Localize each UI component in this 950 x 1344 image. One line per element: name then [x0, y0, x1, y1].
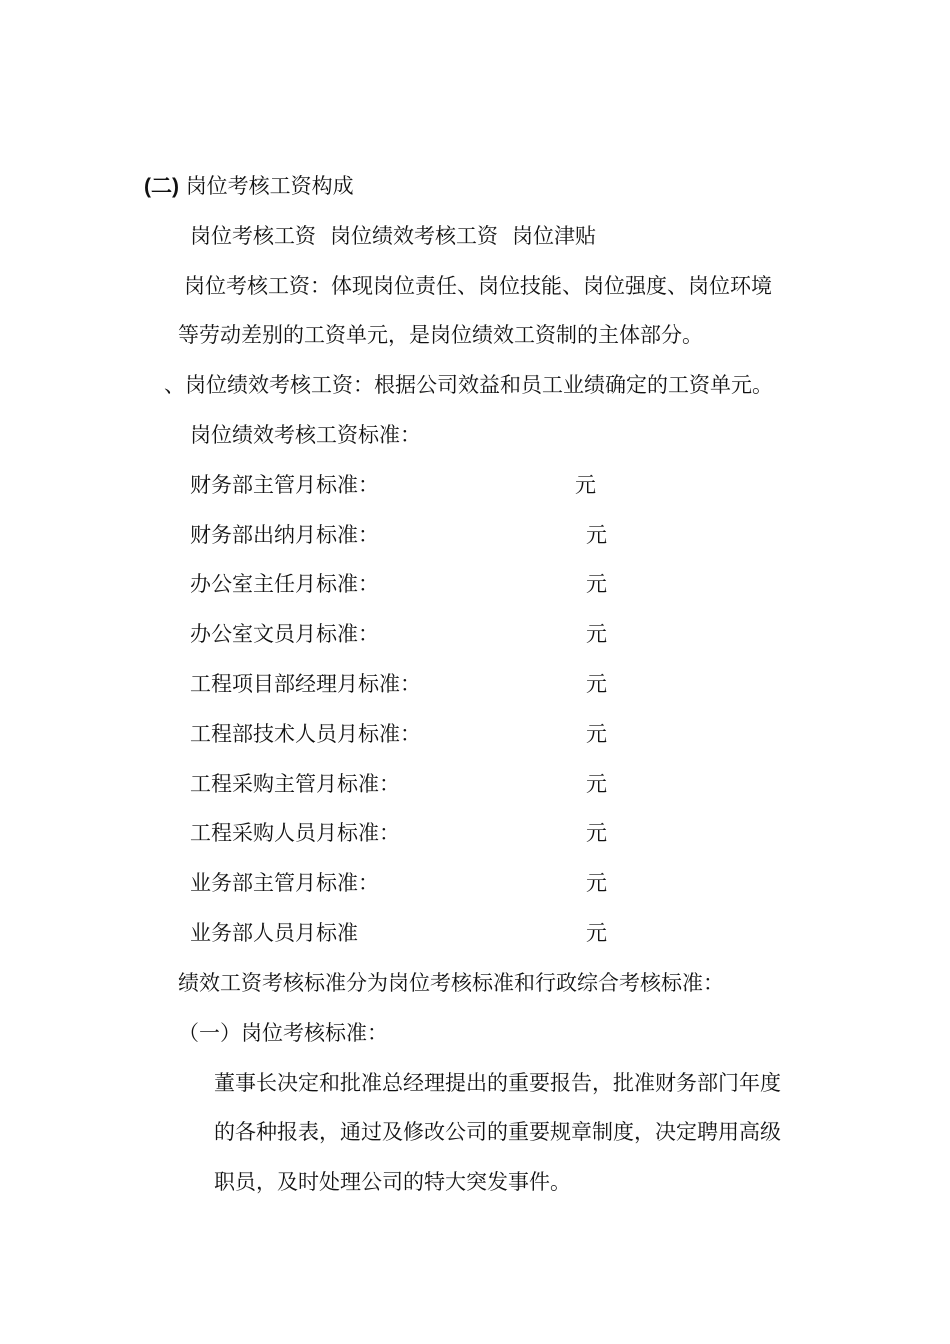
standard-unit: 元 [575, 473, 596, 497]
section-number: (二) [144, 175, 179, 198]
para1-line2: 等劳动差别的工资单元，是岗位绩效工资制的主体部分。 [178, 323, 703, 347]
subsection-heading: （一）岗位考核标准： [178, 1021, 388, 1045]
para4-line3: 职员，及时处理公司的特大突发事件。 [214, 1170, 571, 1194]
standard-label: 工程采购主管月标准： [190, 772, 400, 796]
standard-label: 业务部主管月标准： [190, 871, 379, 895]
standard-label: 财务部主管月标准： [190, 473, 379, 497]
standard-label: 工程项目部经理月标准： [190, 672, 421, 696]
section-heading [144, 172, 354, 201]
section-title: 岗位考核工资构成 [185, 174, 354, 198]
standard-label: 财务部出纳月标准： [190, 523, 379, 547]
standard-unit: 元 [586, 921, 607, 945]
para4-line2: 的各种报表，通过及修改公司的重要规章制度，决定聘用高级 [214, 1120, 781, 1144]
standard-unit: 元 [586, 523, 607, 547]
components-line [190, 222, 596, 250]
standard-unit: 元 [586, 672, 607, 696]
para4-line1: 董事长决定和批准总经理提出的重要报告，批准财务部门年度 [214, 1071, 781, 1095]
para3: 绩效工资考核标准分为岗位考核标准和行政综合考核标准： [178, 971, 724, 995]
component-3: 岗位津贴 [512, 224, 596, 248]
standard-unit: 元 [586, 772, 607, 796]
para2: 、岗位绩效考核工资：根据公司效益和员工业绩确定的工资单元。 [164, 373, 773, 397]
standard-label: 业务部人员月标准 [190, 921, 358, 945]
component-2: 岗位绩效考核工资 [330, 224, 498, 248]
standard-unit: 元 [586, 821, 607, 845]
standards-title: 岗位绩效考核工资标准： [190, 423, 421, 447]
standard-label: 办公室主任月标准： [190, 572, 379, 596]
standard-label: 工程部技术人员月标准： [190, 722, 421, 746]
standard-unit: 元 [586, 622, 607, 646]
component-1: 岗位考核工资 [190, 224, 316, 248]
standard-label: 办公室文员月标准： [190, 622, 379, 646]
standard-unit: 元 [586, 722, 607, 746]
standard-label: 工程采购人员月标准： [190, 821, 400, 845]
standard-unit: 元 [586, 572, 607, 596]
para1-line1: 岗位考核工资：体现岗位责任、岗位技能、岗位强度、岗位环境 [184, 274, 772, 298]
standard-unit: 元 [586, 871, 607, 895]
